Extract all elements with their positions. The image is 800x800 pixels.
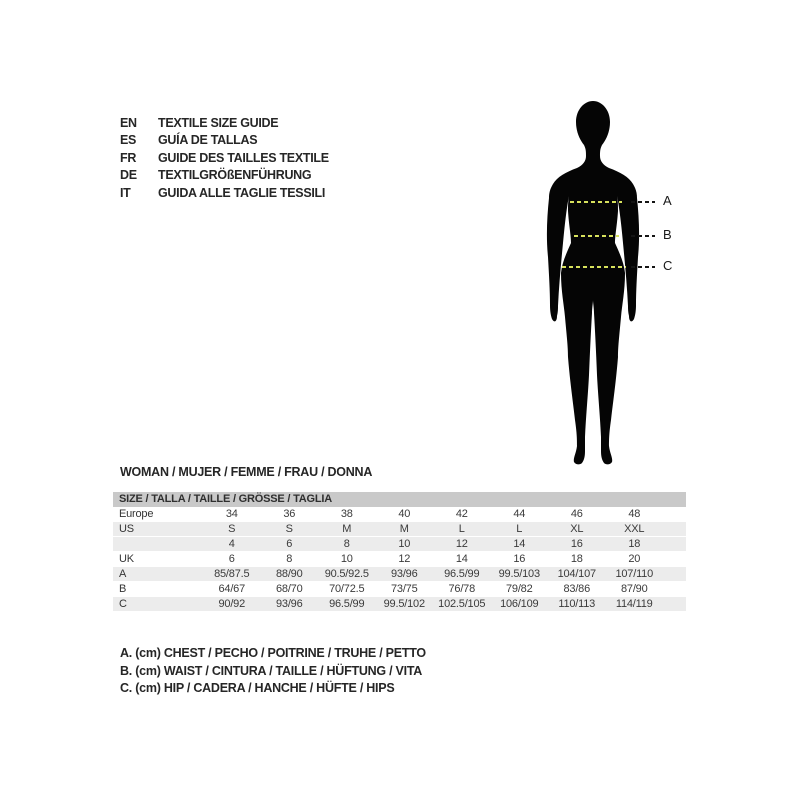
table-spacer <box>663 552 686 566</box>
language-item <box>120 149 329 167</box>
table-cell: 16 <box>570 538 583 550</box>
table-cell: 76/78 <box>448 583 476 595</box>
table-row <box>113 507 686 522</box>
legend-item: C. (cm) HIP / CADERA / HANCHE / HÜFTE / HIPS <box>120 681 395 695</box>
table-spacer <box>663 537 686 551</box>
table-cell: 42 <box>455 508 468 520</box>
table-row <box>113 582 686 597</box>
table-cell: 73/75 <box>390 583 418 595</box>
table-row-label: C <box>119 598 127 610</box>
table-row-label: B <box>119 583 127 595</box>
table-spacer <box>663 567 686 581</box>
table-cell: 96.5/99 <box>444 568 480 580</box>
table-cell: 46 <box>570 508 583 520</box>
gender-heading: WOMAN / MUJER / FEMME / FRAU / DONNA <box>120 465 373 479</box>
table-cell: XL <box>570 523 584 535</box>
measure-label: A <box>663 193 672 208</box>
language-title: GUIDA ALLE TAGLIE TESSILI <box>158 185 326 200</box>
table-cell: 99.5/102 <box>383 598 425 610</box>
table-cell: 96.5/99 <box>329 598 365 610</box>
table-cell: 90/92 <box>218 598 246 610</box>
table-row-label: US <box>119 523 134 535</box>
table-cell: 70/72.5 <box>329 583 365 595</box>
woman-silhouette-icon <box>530 95 656 470</box>
table-row-label: A <box>119 568 127 580</box>
body-dash-segment <box>570 201 622 203</box>
table-spacer <box>663 582 686 596</box>
table-cell: 99.5/103 <box>498 568 540 580</box>
table-cell: 38 <box>340 508 353 520</box>
language-code: EN <box>120 115 137 130</box>
table-row-label: Europe <box>119 508 154 520</box>
measure-label: C <box>663 258 673 273</box>
table-cell: 14 <box>455 553 468 565</box>
table-cell: M <box>399 523 409 535</box>
legend-item: B. (cm) WAIST / CINTURA / TAILLE / HÜFTUNG / VITA <box>120 663 423 678</box>
language-item <box>120 114 329 132</box>
table-row-label <box>113 537 203 551</box>
language-title: GUIDE DES TAILLES TEXTILE <box>158 150 329 165</box>
measure-label: B <box>663 227 672 242</box>
table-cell: 90.5/92.5 <box>324 568 369 580</box>
table-row-label: UK <box>119 553 134 565</box>
language-code: FR <box>120 150 137 165</box>
table-cell: 4 <box>228 538 235 550</box>
table-cell: 93/96 <box>390 568 418 580</box>
table-row <box>113 552 686 567</box>
table-cell: 93/96 <box>275 598 303 610</box>
body-dash-segment <box>562 266 626 268</box>
woman-silhouette-path <box>547 101 639 464</box>
table-cell: 10 <box>398 538 411 550</box>
table-cell: 106/109 <box>500 598 539 610</box>
table-cell: M <box>342 523 352 535</box>
table-cell: 110/113 <box>558 598 596 610</box>
table-cell: L <box>458 523 465 535</box>
pointer-dash-segment <box>631 235 655 237</box>
table-cell: 8 <box>343 538 350 550</box>
table-cell: 64/67 <box>218 583 246 595</box>
table-spacer <box>663 507 686 521</box>
table-row <box>113 522 686 537</box>
language-item <box>120 184 329 202</box>
table-cell: 114/119 <box>615 598 653 610</box>
table-cell: 8 <box>286 553 293 565</box>
table-spacer <box>663 597 686 611</box>
body-dash-segment <box>574 235 619 237</box>
table-cell: 48 <box>628 508 641 520</box>
table-cell: 20 <box>628 553 641 565</box>
language-title: TEXTILE SIZE GUIDE <box>158 115 279 130</box>
language-code: DE <box>120 168 137 183</box>
language-code: IT <box>120 185 131 200</box>
table-row <box>113 537 686 552</box>
table-cell: 104/107 <box>557 568 596 580</box>
table-cell: 85/87.5 <box>214 568 250 580</box>
table-cell: 68/70 <box>275 583 303 595</box>
table-row <box>113 597 686 612</box>
table-cell: 16 <box>513 553 526 565</box>
legend-item: A. (cm) CHEST / PECHO / POITRINE / TRUHE / PETTO <box>120 646 426 660</box>
measurement-legend <box>120 645 426 698</box>
table-cell: 79/82 <box>505 583 533 595</box>
table-cell: S <box>228 523 236 535</box>
language-title: TEXTILGRÖßENFÜHRUNG <box>158 168 312 183</box>
table-cell: 87/90 <box>620 583 648 595</box>
table-cell: 107/110 <box>615 568 654 580</box>
table-cell: 44 <box>513 508 526 520</box>
size-table-body <box>113 507 686 612</box>
table-cell: 83/86 <box>563 583 591 595</box>
table-row <box>113 567 686 582</box>
table-cell: 18 <box>570 553 583 565</box>
table-cell: 18 <box>628 538 641 550</box>
language-list <box>120 114 329 202</box>
table-cell: 102.5/105 <box>438 598 486 610</box>
language-title: GUÍA DE TALLAS <box>158 133 258 148</box>
table-cell: 88/90 <box>275 568 303 580</box>
language-item <box>120 167 329 185</box>
table-cell: 6 <box>228 553 235 565</box>
pointer-dash-segment <box>631 201 655 203</box>
table-cell: 36 <box>283 508 296 520</box>
pointer-dash-segment <box>631 266 655 268</box>
table-spacer <box>663 522 686 536</box>
table-cell: 12 <box>398 553 411 565</box>
table-cell: 34 <box>225 508 238 520</box>
table-cell: 6 <box>286 538 293 550</box>
size-table <box>113 492 686 612</box>
size-table-header: SIZE / TALLA / TAILLE / GRÖSSE / TAGLIA <box>113 492 686 507</box>
table-cell: L <box>516 523 523 535</box>
table-cell: XXL <box>624 523 645 535</box>
table-cell: 14 <box>513 538 526 550</box>
language-code: ES <box>120 133 137 148</box>
table-cell: 40 <box>398 508 411 520</box>
table-cell: 10 <box>340 553 353 565</box>
language-item <box>120 132 329 150</box>
table-cell: 12 <box>455 538 468 550</box>
table-cell: S <box>285 523 293 535</box>
